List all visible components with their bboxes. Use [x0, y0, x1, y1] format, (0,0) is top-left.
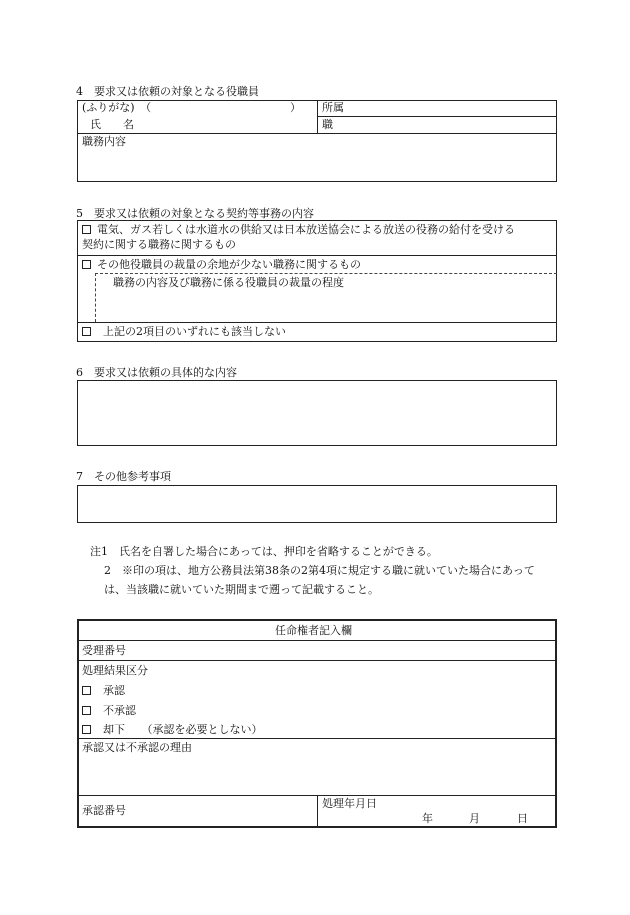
option1-checkbox-row[interactable] — [82, 223, 515, 237]
option2-label: その他役職員の裁量の余地が少ない職務に関するもの — [97, 258, 361, 271]
option3-checkbox[interactable] — [82, 327, 91, 336]
option3-label: 上記の2項目のいずれにも該当しない — [103, 325, 286, 338]
section4-divider-h2 — [77, 133, 557, 134]
option2-detail-label: 職務の内容及び職務に係る役職員の裁量の程度 — [113, 276, 344, 289]
note2-line2: は、当該職に就いていた期間まで遡って記載すること。 — [104, 583, 379, 596]
furigana-field[interactable]: ） — [290, 101, 301, 114]
affiliation-label: 所属 — [322, 101, 344, 114]
section4-title: 4 要求又は依頼の対象となる役職員 — [76, 85, 259, 98]
option2-checkbox[interactable] — [82, 260, 91, 269]
year-label: 年 — [422, 812, 433, 825]
authority-header: 任命権者記入欄 — [275, 624, 352, 637]
option3-checkbox-row[interactable] — [82, 325, 286, 339]
disapprove-label: 不承認 — [103, 704, 136, 717]
furigana-label: (ふりがな) （ — [82, 101, 152, 114]
approve-row[interactable] — [82, 684, 125, 698]
section6-title: 6 要求又は依頼の具体的な内容 — [76, 366, 237, 379]
authority-divider-bottom-v — [317, 795, 318, 828]
approve-checkbox[interactable] — [82, 686, 91, 695]
note2-line1: 2 ※印の項は、地方公務員法第38条の2第4項に規定する職に就いていた場合にあって — [104, 564, 535, 577]
disapprove-row[interactable] — [82, 704, 136, 718]
approve-label: 承認 — [103, 684, 125, 697]
section7-textbox[interactable] — [77, 485, 557, 523]
duties-label: 職務内容 — [82, 135, 126, 148]
section7-title: 7 その他参考事項 — [76, 470, 171, 483]
authority-divider-receipt — [77, 660, 557, 661]
receipt-number-label: 受理番号 — [82, 644, 126, 657]
processing-date-label: 処理年月日 — [322, 797, 377, 810]
dismiss-row[interactable] — [82, 723, 263, 737]
section5-divider2 — [77, 322, 557, 323]
option2-checkbox-row[interactable] — [82, 258, 361, 272]
section6-textbox[interactable] — [77, 380, 557, 446]
note1: 注1 氏名を自署した場合にあっては、押印を省略することができる。 — [90, 545, 438, 558]
section5-divider1 — [77, 255, 557, 256]
disapprove-checkbox[interactable] — [82, 706, 91, 715]
option1-checkbox[interactable] — [82, 225, 91, 234]
reason-label: 承認又は不承認の理由 — [82, 741, 192, 754]
section4-divider-h — [317, 116, 557, 117]
option1-label-line2: 契約に関する職務に関するもの — [82, 238, 236, 251]
authority-divider-header — [77, 640, 557, 641]
name-label: 氏 名 — [90, 118, 134, 131]
dismiss-checkbox[interactable] — [82, 725, 91, 734]
section5-title: 5 要求又は依頼の対象となる契約等事務の内容 — [76, 207, 314, 220]
dismiss-label: 却下 （承認を必要としない） — [103, 723, 263, 736]
month-label: 月 — [469, 812, 480, 825]
option1-label: 電気、ガス若しくは水道水の供給又は日本放送協会による放送の役務の給付を受ける — [97, 223, 515, 236]
approval-number-label: 承認番号 — [82, 804, 126, 817]
section5-dash-v — [95, 273, 96, 322]
position-label: 職 — [322, 118, 333, 131]
authority-divider-result — [77, 738, 557, 739]
result-category-label: 処理結果区分 — [82, 664, 148, 677]
day-label: 日 — [517, 812, 528, 825]
section5-dash-h — [95, 273, 557, 274]
